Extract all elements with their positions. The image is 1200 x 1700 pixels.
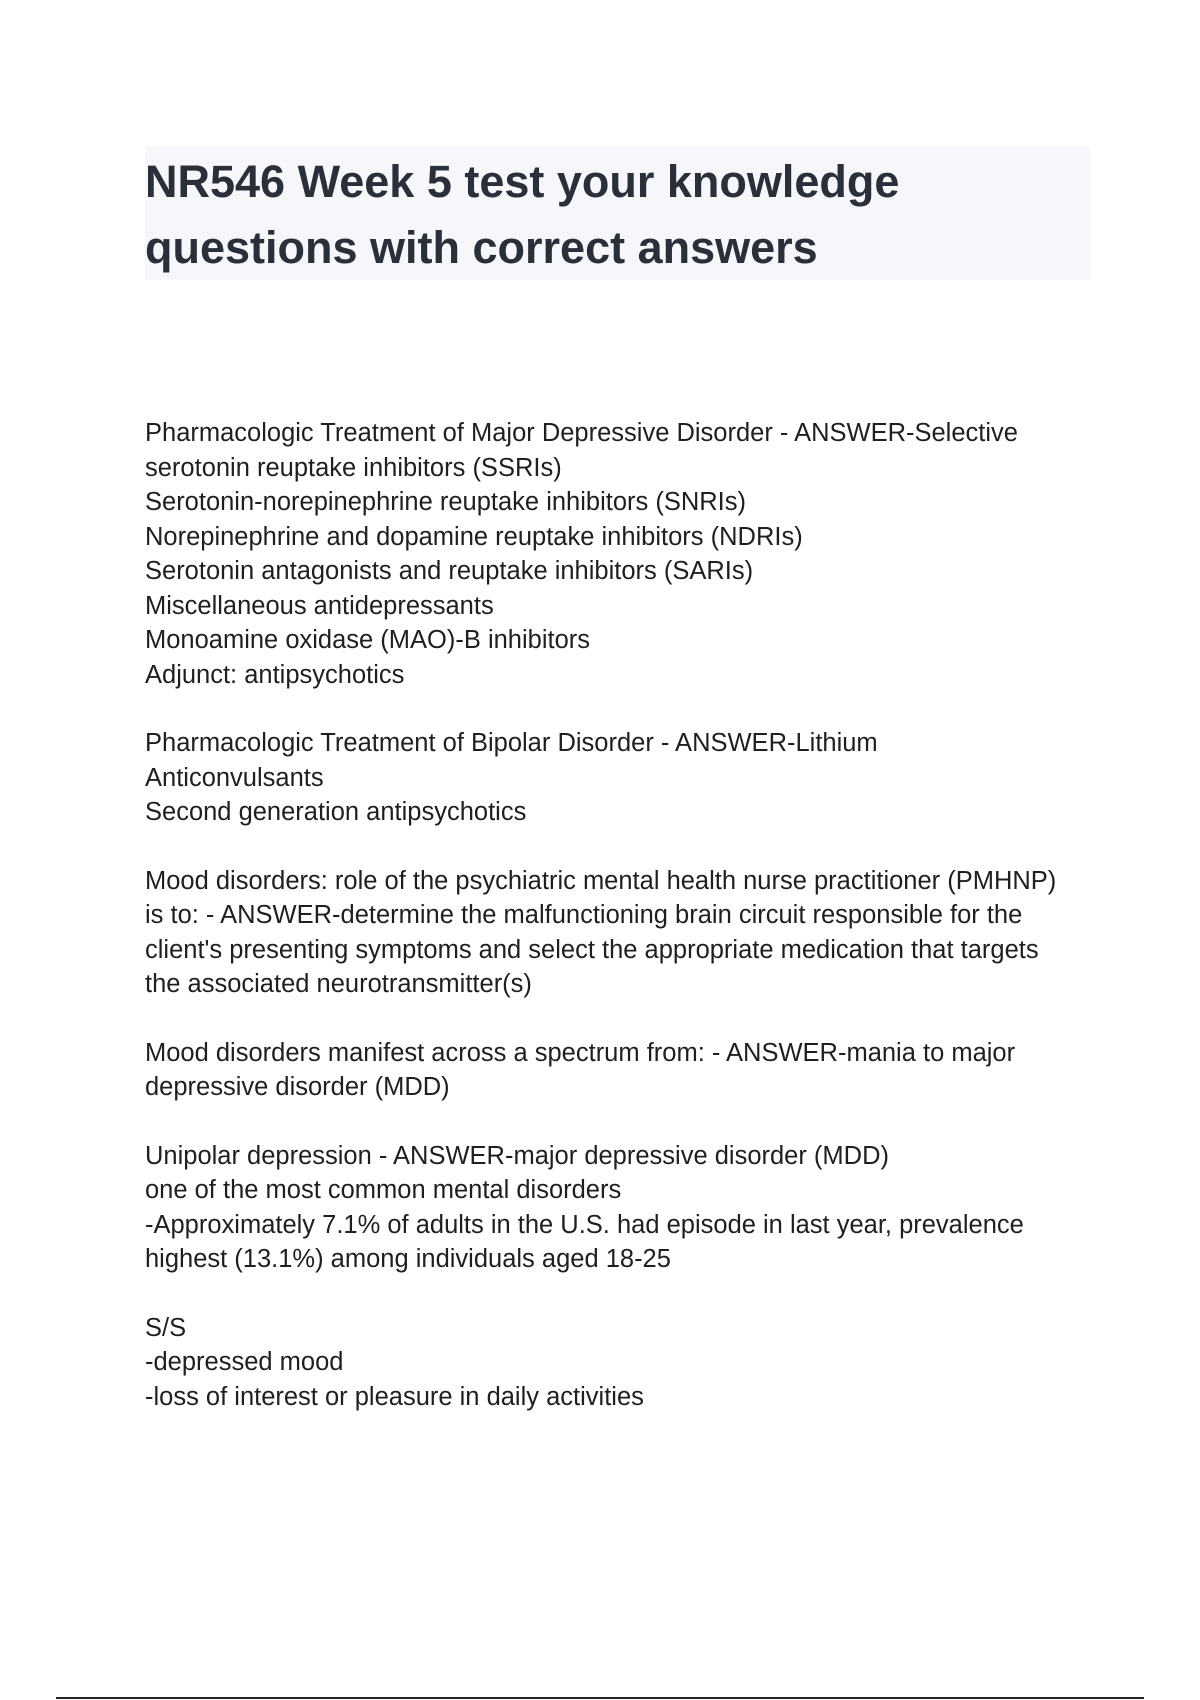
text-line: Pharmacologic Treatment of Major Depressive Disorder - ANSWER-Selective <box>145 419 1018 447</box>
title-banner <box>145 146 1090 280</box>
title-line: questions with correct answers <box>145 222 818 273</box>
qa-item-unipolar-depression <box>145 1139 1095 1277</box>
text-line: -depressed mood <box>145 1348 344 1376</box>
text-line: Mood disorders manifest across a spectrum from: - ANSWER-mania to major <box>145 1038 1016 1067</box>
qa-item-signs-symptoms <box>145 1311 1095 1415</box>
text-line: Serotonin antagonists and reuptake inhibitors (SARIs) <box>145 557 754 585</box>
text-line: -Approximately 7.1% of adults in the U.S. had episode in last year, prevalence <box>145 1210 1024 1239</box>
footer-divider <box>56 1697 1144 1699</box>
text-line: Pharmacologic Treatment of Bipolar Disorder - ANSWER-Lithium <box>145 729 878 757</box>
document-title <box>145 149 1090 281</box>
text-line: S/S <box>145 1313 187 1342</box>
text-line: Unipolar depression - ANSWER-major depressive disorder (MDD) <box>145 1141 889 1170</box>
text-line: Second generation antipsychotics <box>145 798 527 826</box>
text-line: Norepinephrine and dopamine reuptake inhibitors (NDRIs) <box>145 522 803 551</box>
text-line: Adjunct: antipsychotics <box>145 660 405 689</box>
text-line: -loss of interest or pleasure in daily activities <box>145 1382 644 1411</box>
text-line: Miscellaneous antidepressants <box>145 591 494 620</box>
text-line: one of the most common mental disorders <box>145 1176 622 1204</box>
text-line: Monoamine oxidase (MAO)-B inhibitors <box>145 626 591 654</box>
text-line: Anticonvulsants <box>145 763 324 792</box>
text-line: highest (13.1%) among individuals aged 18-25 <box>145 1245 671 1273</box>
qa-item-mdd-treatment <box>145 416 1095 692</box>
text-line: Mood disorders: role of the psychiatric mental health nurse practitioner (PMHNP) <box>145 866 1057 895</box>
text-line: Serotonin-norepinephrine reuptake inhibitors (SNRIs) <box>145 488 746 516</box>
qa-item-pmhnp-role <box>145 864 1095 1002</box>
qa-item-mood-spectrum <box>145 1036 1095 1105</box>
text-line: serotonin reuptake inhibitors (SSRIs) <box>145 453 562 482</box>
text-line: depressive disorder (MDD) <box>145 1073 450 1101</box>
document-body <box>145 416 1095 1448</box>
text-line: the associated neurotransmitter(s) <box>145 970 532 998</box>
title-line: NR546 Week 5 test your knowledge <box>145 156 900 207</box>
text-line: client's presenting symptoms and select the appropriate medication that targets <box>145 935 1039 964</box>
qa-item-bipolar-treatment <box>145 726 1095 830</box>
text-line: is to: - ANSWER-determine the malfunctioning brain circuit responsible for the <box>145 901 1023 929</box>
